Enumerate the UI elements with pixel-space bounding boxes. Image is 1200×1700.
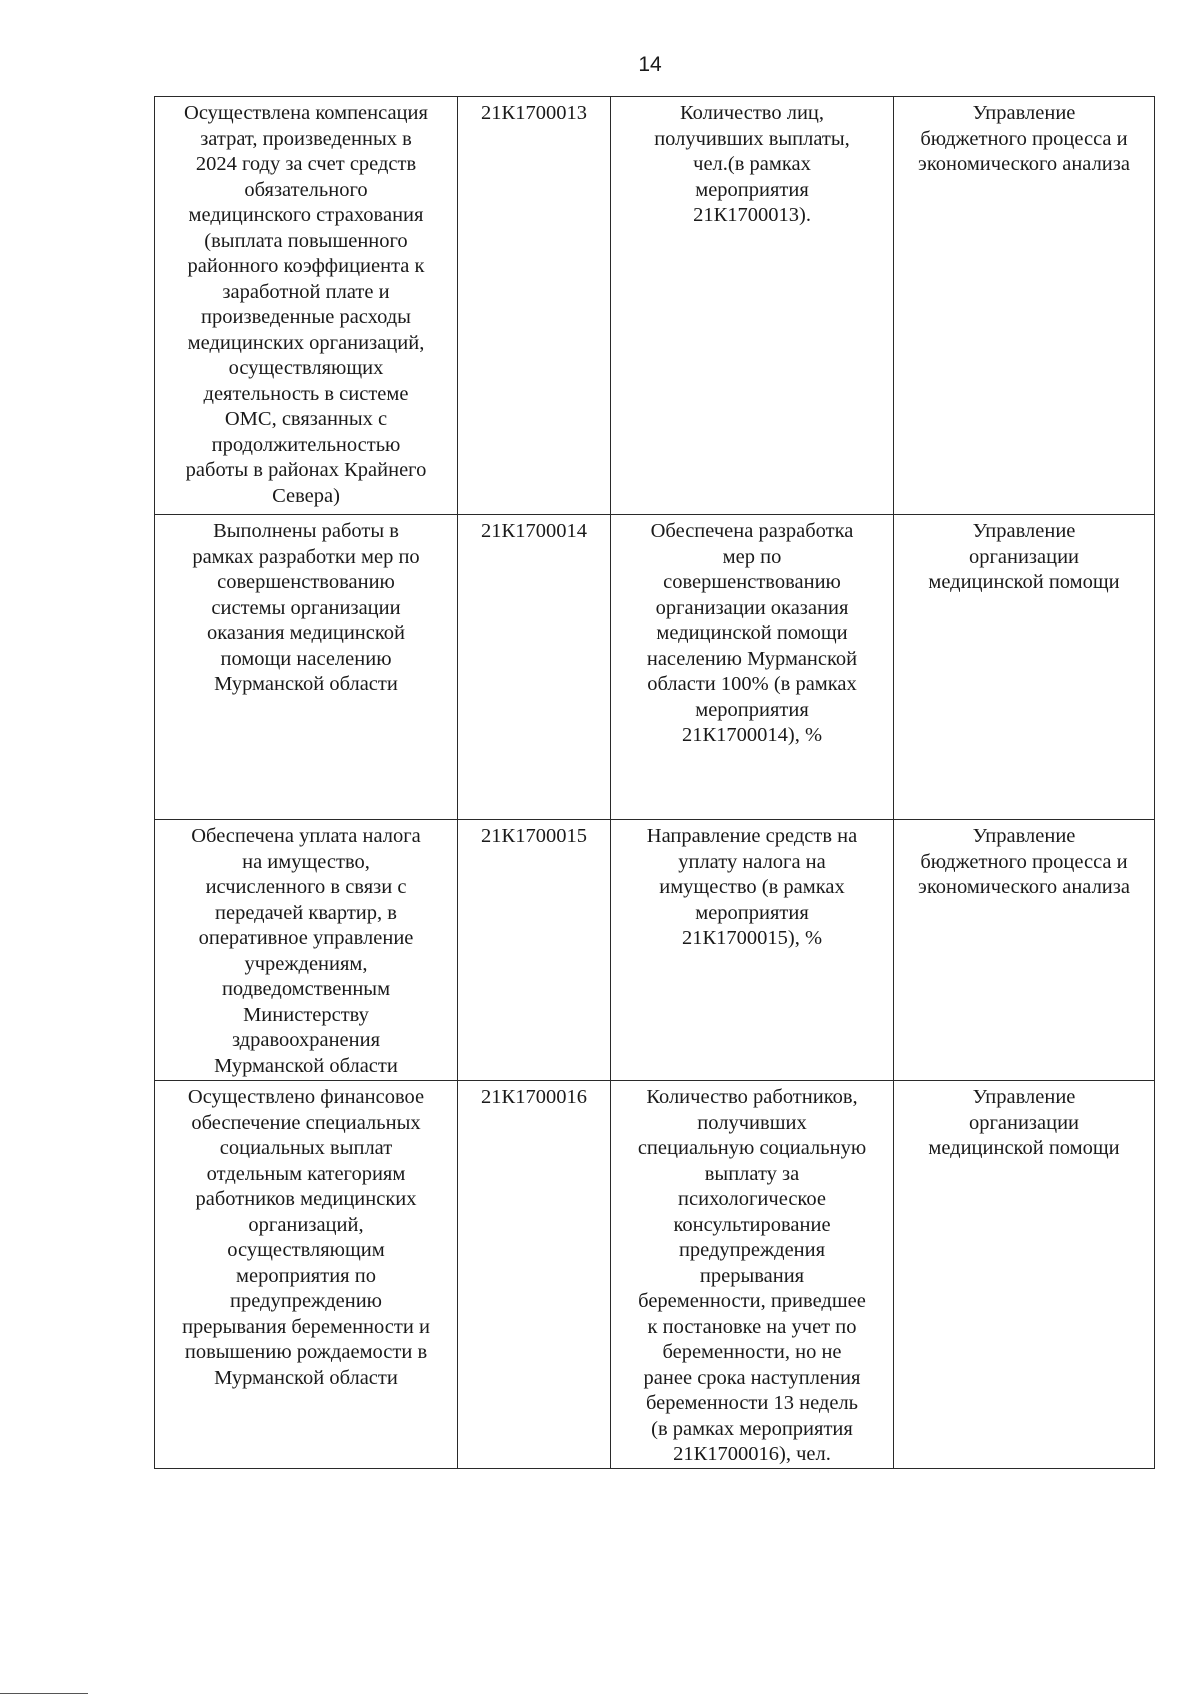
result-line: (выплата повышенного <box>204 229 408 252</box>
indicator-line: специальную социальную <box>637 1137 867 1159</box>
indicator-line: предупреждения <box>678 1239 826 1261</box>
result-line: Мурманской области <box>214 673 398 695</box>
indicator-line: психологическое <box>678 1188 826 1210</box>
indicator-line: выплату за <box>704 1162 800 1185</box>
result-line: Осуществлена компенсация <box>184 102 428 124</box>
result-cell <box>155 515 458 820</box>
indicator-line: получивших выплаты, <box>654 127 850 150</box>
indicator-line: совершенствованию <box>663 571 841 593</box>
result-line: работников медицинских <box>195 1188 417 1210</box>
result-line: исчисленного в связи с <box>205 876 407 898</box>
result-line: осуществляющих <box>228 357 384 379</box>
result-line: медицинского страхования <box>188 204 424 226</box>
indicator-line: области 100% (в рамках <box>647 673 857 695</box>
indicator-line: 21К1700014), % <box>681 724 823 746</box>
result-line: медицинских организаций, <box>187 331 425 354</box>
result-line: организаций, <box>248 1213 364 1236</box>
result-line: Севера) <box>272 484 340 507</box>
result-line: предупреждению <box>230 1290 382 1312</box>
table-row <box>155 97 1155 515</box>
indicator-line: медицинской помощи <box>656 622 848 644</box>
department-line: экономического анализа <box>918 876 1130 898</box>
result-line: на имущество, <box>242 850 370 873</box>
indicator-line: 21К1700016), чел. <box>673 1443 831 1465</box>
result-line: Выполнены работы в <box>213 520 399 542</box>
result-line: Министерству <box>243 1003 369 1026</box>
indicator-cell <box>611 820 894 1081</box>
code-cell: 21К1700016 <box>458 1081 611 1469</box>
indicator-cell <box>611 97 894 515</box>
table-body <box>155 97 1155 1469</box>
result-line: районного коэффициента к <box>187 255 425 277</box>
result-line: передачей квартир, в <box>215 901 397 924</box>
department-line: Управление <box>972 520 1076 542</box>
result-line: ОМС, связанных с <box>224 408 388 430</box>
department-cell <box>894 97 1155 515</box>
page-number: 14 <box>638 53 662 76</box>
department-line: бюджетного процесса и <box>920 127 1128 150</box>
result-cell <box>155 820 458 1081</box>
indicator-line: имущество (в рамках <box>659 876 845 898</box>
indicator-line: уплату налога на <box>678 850 826 873</box>
indicator-cell <box>611 515 894 820</box>
result-line: деятельность в системе <box>203 382 409 405</box>
indicator-cell <box>611 1081 894 1469</box>
department-cell <box>894 820 1155 1081</box>
result-cell <box>155 1081 458 1469</box>
result-line: повышению рождаемости в <box>184 1341 428 1363</box>
result-line: социальных выплат <box>219 1137 393 1159</box>
indicator-line: 21К1700013). <box>693 204 811 226</box>
result-line: заработной плате и <box>222 280 390 303</box>
result-line: системы организации <box>211 596 401 619</box>
result-line: 2024 году за счет средств <box>195 153 417 175</box>
department-line: Управление <box>972 102 1076 124</box>
indicator-line: Обеспечена разработка <box>650 520 854 542</box>
department-line: Управление <box>972 1086 1076 1108</box>
indicator-line: (в рамках мероприятия <box>651 1417 853 1440</box>
table-row <box>155 515 1155 820</box>
result-line: Мурманской области <box>214 1366 398 1389</box>
department-line: бюджетного процесса и <box>920 850 1128 873</box>
scan-edge-mark <box>0 1693 88 1694</box>
result-line: помощи населению <box>220 647 392 670</box>
code-cell: 21К1700013 <box>458 97 611 515</box>
result-line: затрат, произведенных в <box>200 127 412 150</box>
indicator-line: беременности 13 недель <box>645 1392 859 1414</box>
result-cell <box>155 97 458 515</box>
table-row <box>155 820 1155 1081</box>
result-line: здравоохранения <box>231 1029 381 1051</box>
code-cell: 21К1700015 <box>458 820 611 1081</box>
measures-table <box>154 96 1155 1469</box>
result-line: оперативное управление <box>198 927 414 949</box>
result-line: учреждениям, <box>244 952 368 975</box>
result-line: Мурманской области <box>214 1054 398 1077</box>
indicator-line: населению Мурманской <box>646 647 858 670</box>
result-line: рамках разработки мер по <box>192 545 420 568</box>
department-cell <box>894 515 1155 820</box>
result-line: работы в районах Крайнего <box>185 459 427 481</box>
result-line: отдельным категориям <box>206 1162 406 1185</box>
indicator-line: прерывания <box>699 1264 805 1287</box>
result-line: обязательного <box>244 178 368 201</box>
result-line: Осуществлено финансовое <box>187 1086 425 1108</box>
indicator-line: организации оказания <box>655 596 849 619</box>
department-line: экономического анализа <box>918 153 1130 175</box>
department-cell <box>894 1081 1155 1469</box>
department-line: организации <box>968 1111 1080 1134</box>
indicator-line: Направление средств на <box>646 825 858 847</box>
indicator-line: к постановке на учет по <box>647 1315 857 1338</box>
result-line: продолжительностью <box>211 433 401 456</box>
indicator-line: Количество работников, <box>646 1086 858 1108</box>
result-line: совершенствованию <box>217 571 395 593</box>
indicator-line: мероприятия <box>695 178 809 201</box>
result-line: осуществляющим <box>227 1239 385 1261</box>
department-line: организации <box>968 545 1080 568</box>
result-line: мероприятия по <box>236 1264 376 1287</box>
indicator-line: получивших <box>697 1111 807 1134</box>
department-line: Управление <box>972 825 1076 847</box>
indicator-line: ранее срока наступления <box>643 1366 861 1389</box>
result-line: обеспечение специальных <box>191 1111 421 1134</box>
table-row <box>155 1081 1155 1469</box>
indicator-line: мероприятия <box>695 698 809 721</box>
indicator-line: чел.(в рамках <box>693 153 811 175</box>
result-line: Обеспечена уплата налога <box>191 825 421 847</box>
indicator-line: мер по <box>722 545 782 568</box>
indicator-line: беременности, приведшее <box>638 1290 866 1312</box>
result-line: произведенные расходы <box>201 306 411 328</box>
result-line: оказания медицинской <box>206 622 406 644</box>
department-line: медицинской помощи <box>928 1137 1120 1159</box>
indicator-line: мероприятия <box>695 901 809 924</box>
indicator-line: консультирование <box>673 1213 831 1236</box>
indicator-line: 21К1700015), % <box>681 927 823 949</box>
result-line: подведомственным <box>221 978 391 1000</box>
department-line: медицинской помощи <box>928 571 1120 593</box>
indicator-line: беременности, но не <box>662 1341 842 1363</box>
result-line: прерывания беременности и <box>182 1315 430 1338</box>
indicator-line: Количество лиц, <box>679 102 825 124</box>
code-cell: 21К1700014 <box>458 515 611 820</box>
